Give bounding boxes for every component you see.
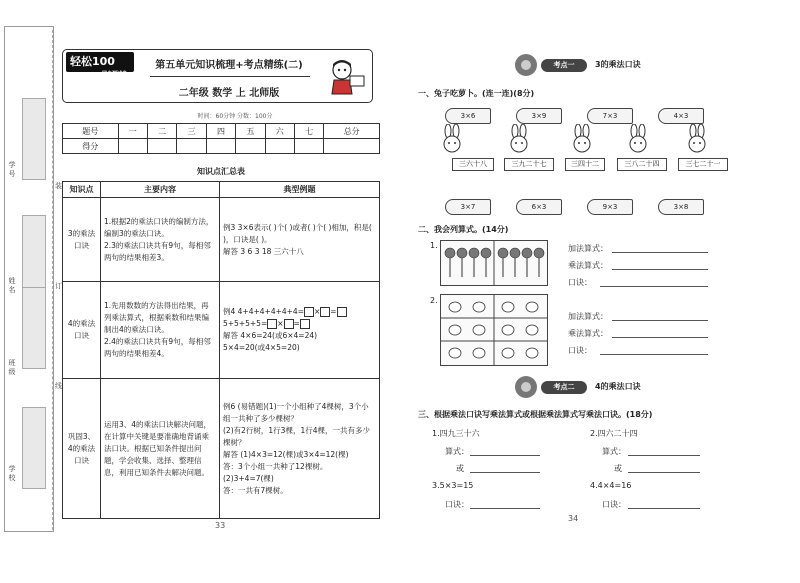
score-header-cell: 三 [177, 124, 206, 139]
score-cell[interactable] [324, 139, 380, 154]
multiplication-label: 乘法算式： [568, 261, 608, 270]
bunny-icon [568, 124, 596, 158]
kp2-title: 4的乘法口诀 [595, 382, 641, 391]
answer-line: 解答 4×6=24(或6×4=24) [223, 331, 318, 340]
question-number: 1. [430, 241, 438, 250]
answer-line-input[interactable] [628, 499, 700, 509]
answer-box[interactable] [320, 307, 330, 317]
rhyme-label: 口诀： [568, 346, 592, 355]
summary-row [63, 282, 380, 379]
kp2-tag: 考点二 [541, 381, 587, 394]
answer-line-input[interactable] [470, 463, 540, 473]
score-header-cell: 总分 [324, 124, 380, 139]
content-line: 运用3、4的乘法口诀解决问题，在计算中关键是要准确地背诵乘法口诀。根据已知条件提出问题，学会收集、选择、整理信息，利用已知条件去解决问题。 [104, 419, 212, 477]
example-cell [220, 379, 380, 519]
score-header-cell: 四 [206, 124, 235, 139]
summary-header-row [63, 182, 380, 198]
answer-line-input[interactable] [628, 446, 700, 456]
answer-line-input[interactable] [612, 243, 708, 253]
grade-line: 二年级 数学 上 北师版 [178, 88, 280, 99]
kp1-tag: 考点一 [541, 59, 587, 72]
section2-title: 二、我会列算式。(14分) [418, 225, 509, 234]
kp-badge-icon [515, 376, 537, 398]
score-table-header-row [63, 124, 380, 139]
example-line: (2)有2行树，1行3棵，1行4棵，一共有多少棵树？ [223, 425, 370, 447]
logo-sub: 同步测试卷 [102, 71, 128, 77]
content-line: 2.4的乘法口诀共有9句，每相邻两句的结果相差4。 [104, 337, 211, 358]
answer-line-input[interactable] [612, 260, 708, 270]
mascot-icon [322, 56, 366, 98]
brand-logo [66, 52, 134, 77]
example-line: 例6 (易错题)(1)一个小组种了4棵树，3个小组一共种了多少棵树？ [223, 401, 369, 423]
page-number-right: 34 [568, 514, 579, 523]
bunny-card[interactable]: 三八二十四 [617, 158, 667, 171]
title-divider [150, 76, 310, 77]
summary-row [63, 198, 380, 282]
addition-label: 加法算式： [568, 244, 608, 253]
section1-title: 一、兔子吃萝卜。(连一连)(8分) [418, 89, 535, 98]
bunny-card[interactable]: 三九二十七 [504, 158, 554, 171]
content-cell [101, 282, 220, 379]
header-main-content: 主要内容 [101, 182, 220, 198]
score-cell[interactable] [147, 139, 176, 154]
answer-line: (2)3+4=7(棵) [223, 473, 274, 483]
answer-box[interactable] [300, 319, 310, 329]
score-cell[interactable] [294, 139, 323, 154]
addition-label: 加法算式： [568, 312, 608, 321]
section3-title: 三、根据乘法口诀写乘法算式或根据乘法算式写乘法口诀。(18分) [418, 410, 653, 419]
bunny-icon [683, 124, 711, 158]
bunny-icon [438, 124, 466, 158]
content-cell [101, 379, 220, 519]
bunny-icon [624, 124, 652, 158]
example-line: 例4 4+4+4+4+4+4= × = [223, 306, 376, 318]
school-box[interactable] [22, 407, 46, 489]
school-label: 学校 [8, 465, 16, 482]
score-header-cell: 五 [236, 124, 265, 139]
bunny-card[interactable]: 三六十八 [452, 158, 494, 171]
summary-row [63, 379, 380, 519]
answer-box[interactable] [304, 307, 314, 317]
name-label: 姓名 [8, 277, 16, 294]
knowledge-point-cell: 巩固3、4的乘法口诀 [63, 379, 101, 519]
example-line: 5+5+5+5= × = [223, 318, 376, 330]
knowledge-point-cell: 3的乘法口诀 [63, 198, 101, 282]
carrot-card[interactable]: 9×3 [587, 199, 633, 215]
unit-title: 第五单元知识梳理+考点精练(二) [155, 60, 303, 71]
question-text: 1.四九三十六 [432, 429, 480, 438]
question-text: 4.4×4=16 [590, 481, 632, 490]
header-typical-example: 典型例题 [220, 182, 380, 198]
class-label: 班级 [8, 359, 16, 376]
answer-line: 解答 (1)4×3=12(棵)或3×4=12(棵) [223, 449, 349, 459]
answer-box[interactable] [337, 307, 347, 317]
kp2-header [515, 376, 715, 398]
bunny-icon [505, 124, 533, 158]
multiplication-label: 乘法算式： [568, 329, 608, 338]
answer-line-input[interactable] [612, 328, 708, 338]
class-box[interactable] [22, 287, 46, 369]
answer-box[interactable] [284, 319, 294, 329]
header-knowledge-point: 知识点 [63, 182, 101, 198]
cut-mark-1: 装 [55, 182, 62, 190]
knowledge-point-cell: 4的乘法口诀 [63, 282, 101, 379]
score-header-cell: 二 [147, 124, 176, 139]
score-cell[interactable] [177, 139, 206, 154]
page-number-left: 33 [215, 521, 226, 530]
carrot-card[interactable]: 3×9 [516, 108, 562, 124]
or-label: 或 [614, 464, 622, 473]
bunny-card[interactable]: 三七二十一 [678, 158, 728, 171]
answer-line-input[interactable] [470, 499, 540, 509]
score-header-cell: 一 [118, 124, 147, 139]
score-header-cell: 六 [265, 124, 294, 139]
answer-line-input[interactable] [628, 463, 700, 473]
answer-line: 答：3个小组一共种了12棵树。 [223, 461, 328, 471]
answer-box[interactable] [267, 319, 277, 329]
carrot-card[interactable]: 3×8 [658, 199, 704, 215]
question-number: 2. [430, 296, 438, 305]
or-label: 或 [456, 464, 464, 473]
content-line: 1.先用数数的方法得出结果，再列乘法算式，根据乘数和结果编制出4的乘法口诀。 [104, 301, 209, 334]
carrot-card[interactable]: 4×3 [658, 108, 704, 124]
score-cell[interactable] [206, 139, 235, 154]
bird-icon [441, 295, 547, 365]
name-box[interactable] [22, 215, 46, 297]
answer-line: 解答 3 6 3 18 三六十八 [223, 246, 304, 256]
binding-strip [4, 26, 54, 532]
example-text: 例4 4+4+4+4+4+4= [223, 307, 304, 316]
bunny-card[interactable]: 三四十二 [565, 158, 605, 171]
score-table [62, 123, 380, 154]
example-cell [220, 282, 380, 379]
content-line: 1.根据2的乘法口诀的编制方法，编制3的乘法口诀。 [104, 216, 214, 238]
answer-line-input[interactable] [600, 277, 708, 287]
rhyme-label: 口诀： [602, 500, 626, 509]
rhyme-label: 口诀： [445, 500, 469, 509]
carrot-card[interactable]: 3×7 [445, 199, 491, 215]
student-id-label: 学号 [8, 161, 16, 178]
question-text: 3.5×3=15 [432, 481, 474, 490]
cut-line [52, 30, 53, 530]
score-table-score-row [63, 139, 380, 154]
knowledge-summary-table [62, 181, 380, 519]
answer-line: 5×4=20(或4×5=20) [223, 343, 300, 352]
question-text: 2.四六二十四 [590, 429, 638, 438]
kp-badge-icon [515, 54, 537, 76]
bird-picture [440, 294, 548, 366]
score-header-cell: 题号 [63, 124, 119, 139]
content-line: 2.3的乘法口诀共有9句，每相邻两句的结果相差3。 [104, 240, 211, 262]
flower-picture [440, 240, 548, 286]
example-text: 5+5+5+5= [223, 319, 268, 328]
carrot-card[interactable]: 6×3 [516, 199, 562, 215]
flower-icon [441, 241, 547, 285]
answer-line: 答：一共有7棵树。 [223, 485, 288, 495]
summary-title: 知识点汇总表 [197, 167, 245, 176]
logo-main: 轻松100 [70, 55, 115, 68]
score-header-cell: 七 [294, 124, 323, 139]
carrot-card[interactable]: 7×3 [587, 108, 633, 124]
formula-label: 算式： [445, 447, 469, 456]
example-cell [220, 198, 380, 282]
score-cell[interactable] [265, 139, 294, 154]
time-score-line: 时间：60分钟 分数：100分 [197, 113, 273, 120]
answer-line-input[interactable] [470, 446, 540, 456]
formula-label: 算式： [602, 447, 626, 456]
cut-mark-3: 线 [55, 382, 62, 390]
carrot-card[interactable]: 3×6 [445, 108, 491, 124]
student-id-box[interactable] [22, 98, 46, 180]
kp1-header [515, 54, 715, 76]
score-row-label: 得分 [63, 139, 119, 154]
rhyme-label: 口诀： [568, 278, 592, 287]
cut-mark-2: 订 [55, 282, 62, 290]
content-cell [101, 198, 220, 282]
kp1-title: 3的乘法口诀 [595, 60, 641, 69]
answer-line-input[interactable] [612, 311, 708, 321]
example-line: 例3 3×6表示( )个( )或者( )个( )相加，积是( )，口诀是( )。 [223, 222, 372, 244]
score-cell[interactable] [118, 139, 147, 154]
answer-line-input[interactable] [600, 345, 708, 355]
score-cell[interactable] [236, 139, 265, 154]
